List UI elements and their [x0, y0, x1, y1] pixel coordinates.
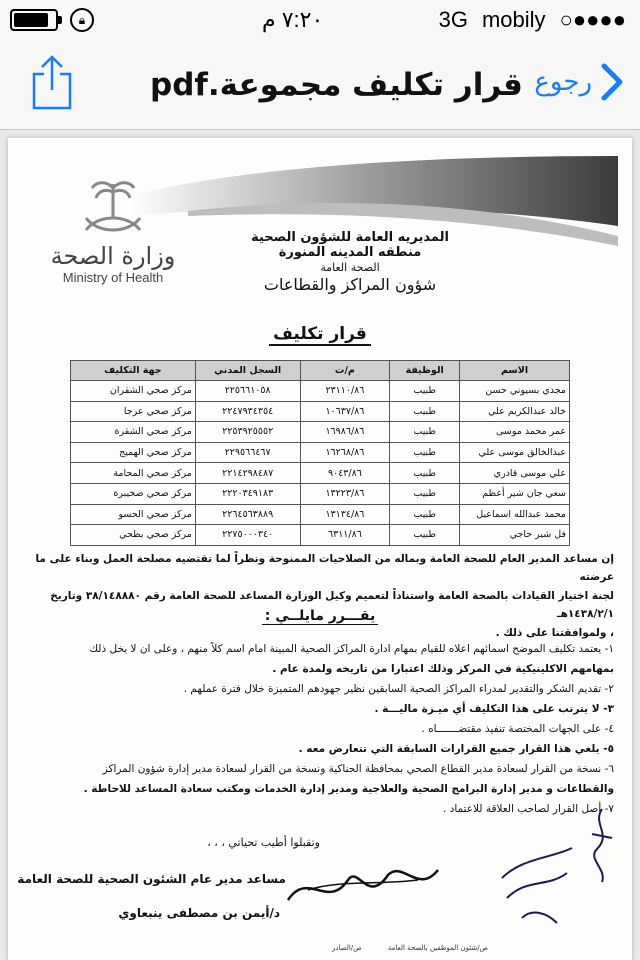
table-cell: طبيب: [390, 463, 460, 484]
table-cell: عبدالخالق موسى علي: [460, 442, 570, 463]
status-time: ٧:٢٠ م: [262, 7, 324, 32]
table-cell: طبيب: [390, 401, 460, 422]
table-cell: محمد عبدالله اسماعيل: [460, 504, 570, 525]
table-cell: سعي جان شير أعظم: [460, 483, 570, 504]
table-cell: طبيب: [390, 483, 460, 504]
organization-header: [238, 230, 462, 294]
decision-heading-text: يقـــرر مايلــي :: [262, 608, 378, 625]
table-row: [71, 442, 570, 463]
decision-item: ٥- يلغي هذا القرار جميع القرارات السابقة التي تتعارض معه .: [298, 742, 614, 755]
status-bar: [0, 0, 640, 40]
table-row: [71, 483, 570, 504]
table-cell: ١٠٦٣٧/٨٦: [300, 401, 390, 422]
handwritten-side-note: [582, 804, 622, 884]
page-footer: [308, 944, 488, 952]
decision-heading: [8, 608, 632, 624]
decision-item: والقطاعات و مدير إدارة البرامج الصحية والعلاجية ومدير إدارة الخدمات ومكتب سعادة المساعد للاحاطة .: [83, 782, 614, 795]
table-cell: مركز صحي الشقرة: [71, 422, 196, 443]
table-cell: مركز صحي عرجا: [71, 401, 196, 422]
table-row: [71, 463, 570, 484]
navigation-bar: [0, 40, 640, 130]
logo-arabic-text: وزارة الصحة: [50, 242, 176, 270]
org-line-1: المديريه العامة للشؤون الصحية: [251, 230, 449, 245]
decision-item: ١- يعتمد تكليف الموضح اسمائهم اعلاه للقيام بمهام ادارة المراكز الصحية المبينة امام اسم كلاً منهم ، وعلى ان لا يخل ذلك: [89, 643, 614, 655]
table-cell: مركز صحي الحسو: [71, 504, 196, 525]
table-header-cell: م/ت: [300, 361, 390, 381]
org-line-2: منطقه المدينه المنورة: [278, 245, 422, 260]
decision-title-text: قرار تكليف: [269, 324, 371, 346]
signal-strength-icon: ○●●●●: [559, 7, 626, 32]
chevron-right-icon: [598, 62, 626, 102]
table-cell: ٢٢٦٤٥٦٣٨٨٩: [195, 504, 300, 525]
table-cell: طبيب: [390, 504, 460, 525]
org-line-4: شؤون المراكز والقطاعات: [263, 275, 437, 294]
table-cell: مركز صحي صخيبرة: [71, 483, 196, 504]
ministry-logo: [38, 178, 188, 288]
table-cell: ١٦٩٨٦/٨٦: [300, 422, 390, 443]
decision-title: [8, 324, 632, 344]
footer-right-note: ص/شئون الموظفين بالصحة العامة: [387, 944, 489, 952]
table-row: [71, 525, 570, 546]
table-header-row: [71, 361, 570, 381]
palm-swords-emblem-icon: [78, 178, 148, 236]
rotation-lock-icon: 🔒︎: [70, 8, 94, 32]
table-header-cell: السجل المدني: [195, 361, 300, 381]
table-cell: ٦٣١١/٨٦: [300, 525, 390, 546]
table-row: [71, 381, 570, 402]
table-cell: ٢٢١٤٢٩٨٤٨٧: [195, 463, 300, 484]
status-left: [10, 8, 94, 32]
handwritten-initials: [492, 838, 582, 933]
preamble-line: لجنة اختيار القيادات بالصحة العامة واستناداً لتعميم وكيل الوزارة المساعد للصحة العامة رقم ٣٨/١٤٨٨٨٠ وتاريخ ١٤٣٨/٢/١هـ: [50, 589, 614, 621]
signatory-title: مساعد مدير عام الشئون الصحية للصحة العامة: [17, 872, 286, 886]
table-cell: ١٣١٣٤/٨٦: [300, 504, 390, 525]
table-cell: علي موسى قادري: [460, 463, 570, 484]
battery-level: [14, 13, 48, 27]
table-cell: طبيب: [390, 442, 460, 463]
pdf-page[interactable]: [8, 138, 632, 960]
table-body: [71, 381, 570, 546]
share-icon: [30, 54, 74, 110]
decision-item: ٤- على الجهات المختصة تنفيذ مقتضـــــــاه .: [421, 722, 614, 735]
org-line-3: الصحة العامة: [320, 261, 380, 274]
closing-greeting: وتقبلوا أطيب تحياتي ، ، ،: [207, 836, 320, 849]
table-cell: خالد عبدالكريم علي: [460, 401, 570, 422]
handwritten-signature: [268, 850, 448, 930]
table-cell: مركز صحي الهميج: [71, 442, 196, 463]
network-type: 3G: [438, 7, 468, 32]
table-cell: مركز صحي الشقران: [71, 381, 196, 402]
status-right: [439, 7, 626, 33]
decision-item: ٦- نسخة من القرار لسعادة مدير القطاع الصحي بمحافظة الحناكية ونسخة من القرار لسعادة مدير إدارة شؤون المراكز: [102, 762, 614, 775]
logo-english-text: Ministry of Health: [62, 270, 164, 285]
back-button[interactable]: [534, 62, 626, 102]
table-cell: فل شير حاجي: [460, 525, 570, 546]
table-cell: ٢٣١١٠/٨٦: [300, 381, 390, 402]
table-cell: مجدي بسيوني حسن: [460, 381, 570, 402]
decision-item: ٣- لا يترتب على هذا التكليف أي ميـزة ماليـــة .: [374, 702, 614, 715]
table-cell: ٢٢٥٦٦١٠٥٨: [195, 381, 300, 402]
table-cell: عمر محمد موسى: [460, 422, 570, 443]
table-cell: ٢٢٥٣٩٢٥٥٥٢: [195, 422, 300, 443]
decision-item: ٢- تقديم الشكر والتقدير لمدراء المراكز الصحية السابقين نظير جهودهم المتميزة خلال فترة عملهم .: [183, 682, 614, 695]
table-row: [71, 504, 570, 525]
document-title: قرار تكليف مجموعة.pdf: [150, 67, 523, 103]
table-cell: ٢٢٤٧٩٣٤٣٥٤: [195, 401, 300, 422]
table-cell: طبيب: [390, 422, 460, 443]
table-row: [71, 422, 570, 443]
footer-left-note: ص/الصادر: [332, 944, 362, 952]
table-header-cell: جهة التكليف: [71, 361, 196, 381]
table-cell: ٢٢٧٥٠٠٠٣٤٠: [195, 525, 300, 546]
battery-icon: [10, 9, 58, 31]
table-cell: مركز صحي بطحي: [71, 525, 196, 546]
carrier-name: mobily: [481, 7, 546, 32]
back-label: رجوع: [534, 67, 592, 97]
table-cell: طبيب: [390, 381, 460, 402]
preamble-line: ، ولموافقتنا على ذلك .: [495, 626, 614, 639]
table-cell: ٩٠٤٣/٨٦: [300, 463, 390, 484]
table-cell: ١٣٢٢٣/٨٦: [300, 483, 390, 504]
decision-item: ٧- أصل القرار لصاحب العلاقة للاعتماد .: [442, 802, 614, 815]
table-cell: ٢٢٩٥٦٦٤٦٧: [195, 442, 300, 463]
table-cell: ٢٢٢٠٣٤٩١٨٣: [195, 483, 300, 504]
decision-items: [26, 640, 614, 819]
table-header-cell: الوظيفة: [390, 361, 460, 381]
assignment-table: [70, 360, 570, 546]
preamble: [26, 550, 614, 642]
table-row: [71, 401, 570, 422]
share-button[interactable]: [30, 54, 74, 110]
table-cell: طبيب: [390, 525, 460, 546]
table-header-cell: الاسم: [460, 361, 570, 381]
signatory-name: د/أيمن بن مصطفى ينبعاوي: [118, 906, 280, 920]
preamble-line: إن مساعد المدير العام للصحة العامة وبماله من الصلاحيات الممنوحة ونظراً لما تقتضيه مصلحة العمل وبناء على ما عرضته: [35, 553, 614, 584]
table-cell: مركز صحي المحامة: [71, 463, 196, 484]
decision-item: بمهامهم الاكلينيكية في المركز وذلك اعتبارا من تاريخه ولمدة عام .: [272, 662, 614, 675]
table-cell: ١٦٢٦٨/٨٦: [300, 442, 390, 463]
